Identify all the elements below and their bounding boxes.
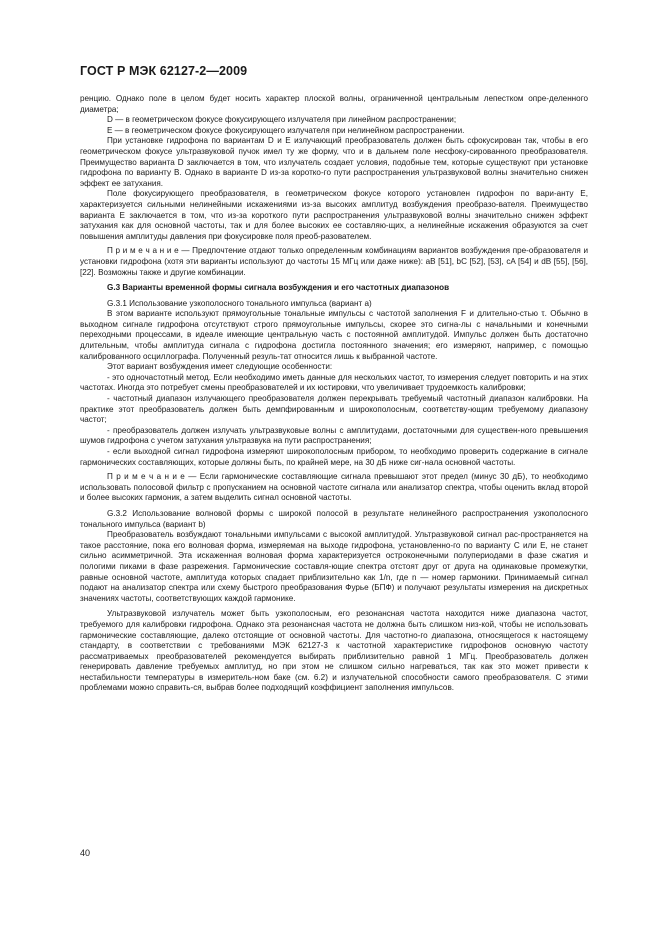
- list-item: - частотный диапазон излучающего преобразователя должен перекрывать требуемый частотный диапазон калибровки. На практике этот преобразователь должен быть демпфированным и широкополосным, соответству-ющим требуемому диапазону частот;: [80, 394, 588, 425]
- paragraph: ренцию. Однако поле в целом будет носить характер плоской волны, ограниченной центральным лепестком опре-деленного диаметра;: [80, 94, 588, 114]
- paragraph: Преобразователь возбуждают тональными импульсами с высокой амплитудой. Ультразвуковой сигнал рас-пространяется на такое расстояние, пока его волновая форма, измеряемая на выходе гидрофона, установленно-го по варианту C или E, не станет сильно асимметричной. Эта искаженная волновая форма характеризуется остроконечными полупериодами в фазе сжатия и пологими пиками в фазе разрежения. Гармонические составля-ющие спектра отстоят друг от друга на одинаковые промежутки, равные основной частоте, амплитуда которых спадает приблизительно как 1/n, где n — номер гармоники. Принимаемый сигнал подают на анализатор спектра или схему быстрого преобразования Фурье (БПФ) и получают результаты измерения на дискретных значениях частоты, соответствующих каждой гармонике.: [80, 530, 588, 603]
- subsection-heading-g31: G.3.1 Использование узкополосного тонального импульса (вариант a): [107, 298, 372, 308]
- paragraph: При установке гидрофона по вариантам D и E излучающий преобразователь должен быть сфокусирован так, чтобы в его геометрическом фокусе ультразвуковой пучок имел ту же форму, что и в дальнем поле несфоку-сированного преобразователя. Преимущество варианта D заключается в том, что излучатель создает условия, подобные тем, которые существуют при установке гидрофона по варианту B. Однако в варианте D из-за коротко-го пути распространения ультразвуковой волны значительно снижен эффект ее затухания.: [80, 136, 588, 188]
- note: П р и м е ч а н и е — Если гармонические составляющие сигнала превышают этот предел (минус 30 дБ), то необходимо использовать полосовой фильтр с пропусканием на основной частоте сигнала или анализатор спектра, чтобы оценить вклад второй и более высоких гармоник, а затем выделить сигнал основной частоты.: [80, 472, 588, 503]
- section-heading-g3: G.3 Варианты временной формы сигнала возбуждения и его частотных диапазонов: [107, 283, 450, 293]
- note: П р и м е ч а н и е — Предпочтение отдают только определенным комбинациям вариантов возбуждения пре-образователя и установки гидрофона (хотя эти варианты используют до частоты 15 МГц или даже ниже): aB [51], bC [52], [53], cA [54] и dB [55], [56], [22]. Возможны также и другие комбинации.: [80, 246, 588, 277]
- paragraph: Ультразвуковой излучатель может быть узкополосным, его резонансная частота находится ниже диапазона частот, требуемого для калибровки гидрофона. Однако эта резонансная частота не должна быть слишком низ-кой, чтобы не использовать гармонические составляющие, далеко отстоящие от основной частоты. Для частотно-го диапазона, относящегося к настоящему стандарту, в соответствии с требованиями МЭК 62127-3 к частотной характеристике гидрофонов основную частоту рассматриваемых преобразователей рекомендуется выбирать приблизительно равной 1 МГц. Преобразователь должен генерировать давление требуемых амплитуд, но при этом не слишком сильно нагреваться, так как это может привести к нестабильности температуры в измеритель-ном баке (см. 6.2) и излучательной способности самого преобразователя. С этими проблемами можно справить-ся, выбрав более подходящий коэффициент заполнения импульсов.: [80, 609, 588, 693]
- list-item: - это одночастотный метод. Если необходимо иметь данные для нескольких частот, то измерения следует повторить и на этих частотах. Иногда это потребует смены преобразователей и их юстировки, что увеличивает трудоемкость калибровки;: [80, 372, 588, 393]
- paragraph: Поле фокусирующего преобразователя, в геометрическом фокусе которого установлен гидрофон по вари-анту E, характеризуется сильными нелинейными искажениями из-за высоких амплитуд возбуждения преобразо-вателя. Преимущество варианта E заключается в том, что из-за короткого пути распространения ультразвуковой волны значительно снижен эффект затухания как для основной частоты, так и для более высоких ее составляю-щих, а нелинейные искажения образуются за счет повышения амплитуды давления при фокусировке поля преоб-разователем.: [80, 189, 588, 241]
- list-item-variant-e: E — в геометрическом фокусе фокусирующего излучателя при нелинейном распространении.: [107, 125, 465, 135]
- document-body: [80, 94, 588, 694]
- subsection-heading-g32: G.3.2 Использование волновой формы с широкой полосой в результате нелинейного распространения узкополосного тонального импульса (вариант b): [80, 508, 588, 529]
- document-header: ГОСТ Р МЭК 62127-2—2009: [80, 64, 248, 78]
- paragraph: В этом варианте используют прямоугольные тональные импульсы с частотой заполнения F и длительно-стью τ. Обычно в выходном сигнале гидрофона отсутствуют строго прямоугольные импульсы, скорее это сигна-лы с начальными и конечными переходными процессами, в идеале имеющие центральную часть с постоянной амплитудой. Импульс должен быть достаточно длительным, чтобы амплитуда сигнала с гидрофона достигла постоянного значения; его измеряют, например, с помощью калиброванного осциллографа. Полученный резуль-тат относится лишь к выбранной частоте.: [80, 309, 588, 361]
- paragraph: Этот вариант возбуждения имеет следующие особенности:: [107, 362, 333, 372]
- list-item: - преобразователь должен излучать ультразвуковые волны с амплитудами, достаточными для существен-ного превышения шумов гидрофона с учетом затухания ультразвука на пути распространения;: [80, 425, 588, 446]
- page-number: 40: [80, 848, 91, 858]
- list-item-variant-d: D — в геометрическом фокусе фокусирующего излучателя при линейном распространении;: [107, 115, 457, 125]
- list-item: - если выходной сигнал гидрофона измеряют широкополосным прибором, то необходимо проверить содержание в сигнале гармонических составляющих, которые должны быть, по крайней мере, на 30 дБ ниже сиг-нала основной частоты.: [80, 447, 588, 467]
